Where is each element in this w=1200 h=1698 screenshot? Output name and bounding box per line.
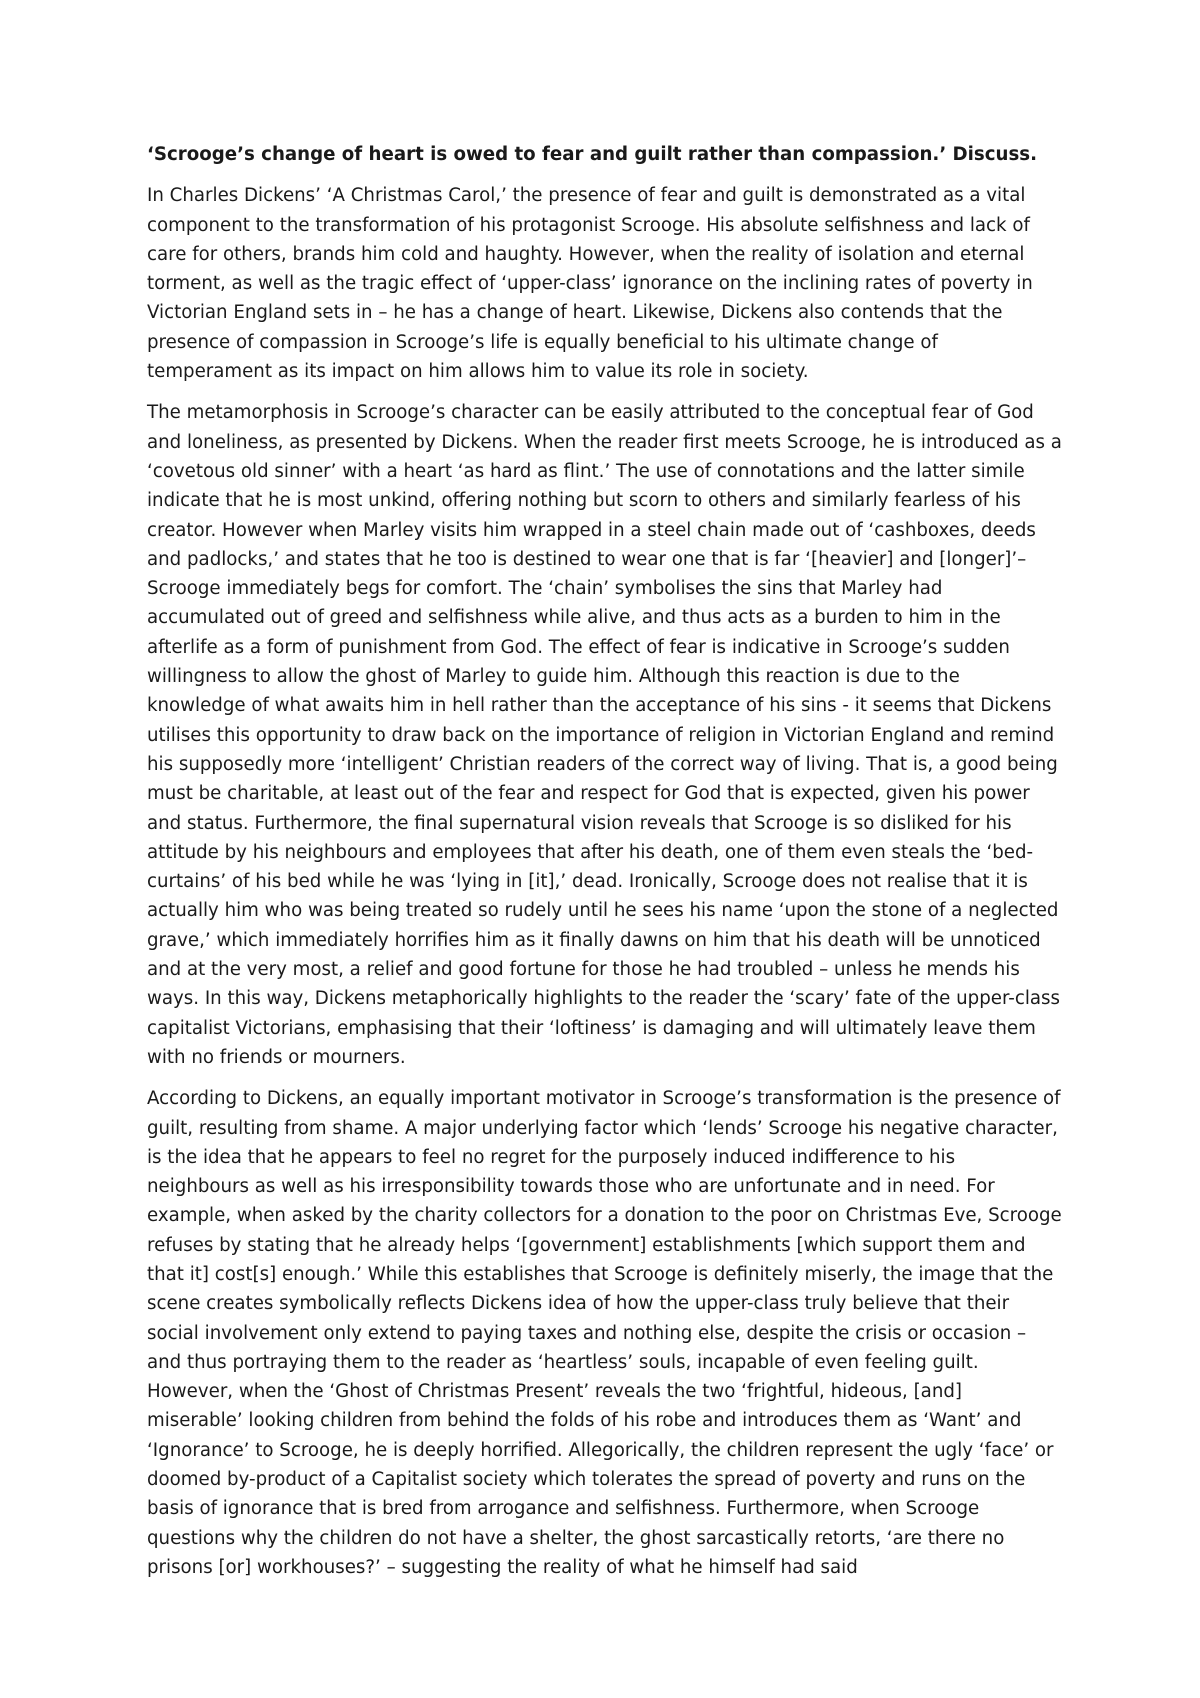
paragraph-fear: The metamorphosis in Scrooge’s character can be easily attributed to the conceptual fear of God and loneliness, as presented by Dickens. When the reader first meets Scrooge, he is introduced as a ‘covetous old sinner’ with a heart ‘as hard as flint.’ The use of connotations and the latter simile indicate that he is most unkind, offering nothing but scorn to others and similarly fearless of his creator. However when Marley visits him wrapped in a steel chain made out of ‘cashboxes, deeds and padlocks,’ and states that he too is destined to wear one that is far ‘[heavier] and [longer]’– Scrooge immediately begs for comfort. The ‘chain’ symbolises the sins that Marley had accumulated out of greed and selfishness while alive, and thus acts as a burden to him in the afterlife as a form of punishment from God. The effect of fear is indicative in Scrooge’s sudden willingness to allow the ghost of Marley to guide him. Although this reaction is due to the knowledge of what awaits him in hell rather than the acceptance of his sins - it seems that Dickens utilises this opportunity to draw back on the importance of religion in Victorian England and remind his supposedly more ‘intelligent’ Christian readers of the correct way of living. That is, a good being must be charitable, at least out of the fear and respect for God that is expected, given his power and status. Furthermore, the final supernatural vision reveals that Scrooge is so disliked for his attitude by his neighbours and employees that after his death, one of them even steals the ‘bed-curtains’ of his bed while he was ‘lying in [it],’ dead. Ironically, Scrooge does not realise that it is actually him who was being treated so rudely until he sees his name ‘upon the stone of a neglected grave,’ which immediately horrifies him as it finally dawns on him that his death will be unnoticed and at the very most, a relief and good fortune for those he had troubled – unless he mends his ways. In this way, Dickens metaphorically highlights to the reader the ‘scary’ fate of the upper-class capitalist Victorians, emphasising that their ‘loftiness’ is damaging and will ultimately leave them with no friends or mourners.: [147, 402, 1062, 1068]
essay-body: [147, 140, 1062, 1582]
essay-title: ‘Scrooge’s change of heart is owed to fear and guilt rather than compassion.’ Discuss.: [147, 144, 1038, 165]
paragraph-guilt: According to Dickens, an equally important motivator in Scrooge’s transformation is the presence of guilt, resulting from shame. A major underlying factor which ‘lends’ Scrooge his negative character, is the idea that he appears to feel no regret for the purposely induced indifference to his neighbours as well as his irresponsibility towards those who are unfortunate and in need. For example, when asked by the charity collectors for a donation to the poor on Christmas Eve, Scrooge refuses by stating that he already helps ‘[government] establishments [which support them and that it] cost[s] enough.’ While this establishes that Scrooge is definitely miserly, the image that the scene creates symbolically reflects Dickens idea of how the upper-class truly believe that their social involvement only extend to paying taxes and nothing else, despite the crisis or occasion – and thus portraying them to the reader as ‘heartless’ souls, incapable of even feeling guilt. However, when the ‘Ghost of Christmas Present’ reveals the two ‘frightful, hideous, [and] miserable’ looking children from behind the folds of his robe and introduces them as ‘Want’ and ‘Ignorance’ to Scrooge, he is deeply horrified. Allegorically, the children represent the ugly ‘face’ or doomed by-product of a Capitalist society which tolerates the spread of poverty and runs on the basis of ignorance that is bred from arrogance and selfishness. Furthermore, when Scrooge questions why the children do not have a shelter, the ghost sarcastically retorts, ‘are there no prisons [or] workhouses?’ – suggesting the reality of what he himself had said: [147, 1088, 1062, 1578]
paragraph-introduction: In Charles Dickens’ ‘A Christmas Carol,’ the presence of fear and guilt is demonstrated as a vital component to the transformation of his protagonist Scrooge. His absolute selfishness and lack of care for others, brands him cold and haughty. However, when the reality of isolation and eternal torment, as well as the tragic effect of ‘upper-class’ ignorance on the inclining rates of poverty in Victorian England sets in – he has a change of heart. Likewise, Dickens also contends that the presence of compassion in Scrooge’s life is equally beneficial to his ultimate change of temperament as its impact on him allows him to value its role in society.: [147, 185, 1033, 383]
